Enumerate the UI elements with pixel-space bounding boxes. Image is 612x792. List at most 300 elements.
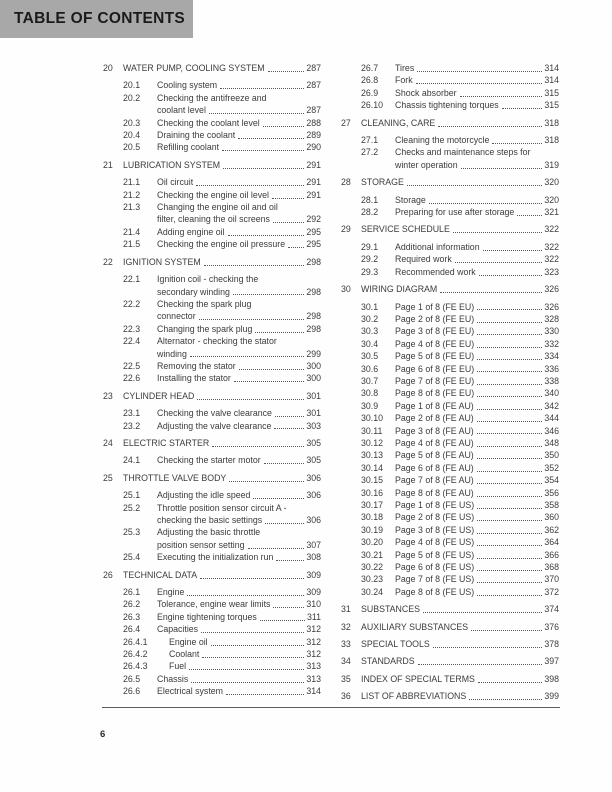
toc-entry-page: 358 [544,500,559,510]
toc-entry-title: Page 8 of 8 (FE EU) [395,388,475,399]
dot-leader [416,83,543,84]
toc-entry-number: 24.1 [123,455,141,466]
toc-entry-row [103,551,321,563]
toc-entry-title: position sensor setting [157,539,245,550]
toc-entry-number: 24 [103,437,113,448]
dot-leader [407,185,542,186]
toc-entry-title: WATER PUMP, COOLING SYSTEM [123,63,265,73]
toc-entry-page: 287 [306,80,321,91]
toc-entry-page: 308 [306,552,321,563]
toc-entry-title: THROTTLE VALVE BODY [123,472,227,483]
toc-entry-number: 21 [103,159,113,170]
toc-entry-title: secondary winding [157,286,230,297]
toc-entry-number: 22.4 [123,336,141,347]
dot-leader [460,96,543,97]
toc-entry-page: 366 [544,549,559,560]
toc-entry-title: Capacities [157,624,199,635]
toc-entry-page: 314 [544,75,559,86]
dot-leader [272,198,304,199]
toc-entry-number: 20.1 [123,80,141,91]
dot-leader [477,446,543,447]
toc-entry-title: SERVICE SCHEDULE [361,224,450,235]
toc-entry-row [341,206,559,218]
toc-entry-page: 312 [306,649,321,660]
toc-entry-page: 356 [544,487,559,498]
toc-entry-number: 30.18 [361,512,384,523]
toc-entry-title: Executing the initialization run [157,552,274,563]
toc-entry-number: 30.9 [361,400,379,411]
toc-entry-page: 318 [544,117,559,128]
toc-entry-number: 20 [103,63,113,73]
toc-entry-page: 287 [306,63,321,73]
toc-entry-title: Checking the engine oil pressure [157,239,286,250]
toc-entry-number: 26.10 [361,100,384,111]
toc-entry-row [341,87,559,99]
toc-entry-row [103,273,321,285]
dot-leader [477,570,542,571]
toc-entry-title: connector [157,311,196,322]
toc-entry-number: 26.8 [361,75,379,86]
toc-entry-number: 30.23 [361,574,384,585]
toc-entry-number: 30.24 [361,586,384,597]
toc-entry-page: 307 [306,539,321,550]
toc-entry-number: 30.22 [361,562,384,573]
toc-entry-number: 30.14 [361,462,384,473]
toc-entry-title: Throttle position sensor circuit A - [157,502,287,513]
dot-leader [483,250,543,251]
dot-leader [477,458,543,459]
toc-entry-row [341,363,559,375]
dot-leader [477,433,543,434]
toc-entry-title: Page 1 of 8 (FE AU) [395,400,474,411]
toc-entry-page: 334 [544,351,559,362]
toc-entry-row [103,407,321,419]
toc-entry-row [341,474,559,486]
toc-entry-row [103,213,321,225]
toc-entry-title: Page 6 of 8 (FE US) [395,562,475,573]
toc-entry-row [103,673,321,685]
toc-entry-title: Page 7 of 8 (FE AU) [395,475,474,486]
dot-leader [479,275,543,276]
toc-entry-number: 26.9 [361,87,379,98]
dot-leader [469,699,542,700]
dot-leader [191,682,304,683]
toc-entry-row [103,92,321,104]
dot-leader [455,262,543,263]
toc-entry-title: Page 5 of 8 (FE AU) [395,450,474,461]
toc-entry-number: 30.17 [361,500,384,510]
toc-entry-row [341,253,559,265]
toc-entry-page: 332 [544,338,559,349]
toc-entry-row [103,129,321,141]
toc-entry-title: Page 4 of 8 (FE AU) [395,437,474,448]
dot-leader [477,396,542,397]
dot-leader [417,71,542,72]
toc-entry-title: Checking the spark plug [157,298,252,309]
toc-entry-number: 35 [341,673,351,684]
toc-entry-number: 30.6 [361,363,379,374]
dot-leader [477,359,542,360]
dot-leader [418,664,543,665]
toc-entry-title: Page 8 of 8 (FE AU) [395,487,474,498]
toc-entry-title: CLEANING, CARE [361,117,436,128]
toc-entry-page: 292 [306,214,321,225]
toc-entry-page: 301 [306,390,321,401]
toc-entry-row [103,660,321,672]
dot-leader [234,381,304,382]
toc-entry-page: 314 [306,686,321,697]
dot-leader [229,481,304,482]
toc-entry-row [341,159,559,171]
toc-entry-row [103,372,321,384]
toc-entry-title: Electrical system [157,686,223,697]
toc-entry-row [103,648,321,660]
toc-entry-row [103,586,321,598]
toc-entry-row [341,266,559,278]
toc-column-right [341,62,559,708]
toc-entry-number: 26.4.1 [123,636,148,647]
toc-entry-page: 300 [306,373,321,384]
toc-entry-title: coolant level [157,105,206,116]
toc-entry-page: 364 [544,537,559,548]
toc-entry-number: 28.1 [361,194,379,205]
toc-chapter-row [341,176,559,188]
dot-leader [273,222,304,223]
toc-entry-row [341,99,559,111]
toc-entry-row [341,549,559,561]
toc-entry-page: 312 [306,636,321,647]
dot-leader [429,203,543,204]
toc-entry-page: 287 [306,105,321,116]
toc-entry-page: 291 [306,159,321,170]
toc-entry-title: Recommended work [395,266,476,277]
toc-entry-page: 322 [544,254,559,265]
toc-entry-page: 313 [306,673,321,684]
toc-entry-page: 314 [544,63,559,73]
toc-entry-title: checking the basic settings [157,515,263,525]
toc-entry-row [103,598,321,610]
dot-leader [433,647,543,648]
toc-chapter-row [341,223,559,235]
toc-entry-page: 289 [306,130,321,141]
toc-entry-number: 30.7 [361,375,379,386]
toc-entry-number: 22.6 [123,373,141,384]
toc-entry-title: STORAGE [361,177,404,188]
toc-entry-page: 338 [544,375,559,386]
toc-chapter-row [341,117,559,129]
toc-entry-number: 26.4.3 [123,661,148,672]
toc-entry-page: 310 [306,599,321,610]
toc-entry-page: 342 [544,400,559,411]
toc-entry-title: Chassis [157,673,189,684]
toc-entry-title: Ignition coil - checking the [157,274,259,285]
toc-entry-page: 320 [544,194,559,205]
toc-entry-row [341,412,559,424]
toc-entry-page: 346 [544,425,559,436]
toc-entry-page: 298 [306,311,321,322]
toc-entry-page: 305 [306,437,321,448]
dot-leader [199,319,305,320]
toc-entry-number: 21.4 [123,226,141,237]
dot-leader [190,356,304,357]
toc-entry-page: 374 [544,604,559,615]
toc-entry-page: 354 [544,475,559,486]
toc-entry-number: 25 [103,472,113,483]
toc-entry-title: ELECTRIC STARTER [123,437,210,448]
toc-entry-page: 291 [306,189,321,200]
dot-leader [202,657,304,658]
toc-entry-row [341,511,559,523]
toc-entry-page: 322 [544,224,559,235]
toc-entry-page: 318 [544,135,559,146]
toc-entry-page: 399 [544,691,559,702]
toc-entry-page: 326 [544,284,559,295]
toc-entry-number: 34 [341,656,351,667]
toc-entry-number: 29 [341,224,351,235]
dot-leader [211,645,305,646]
toc-entry-title: Page 6 of 8 (FE AU) [395,462,474,473]
toc-chapter-row [103,256,321,268]
toc-chapter-row [341,638,559,650]
toc-entry-row [341,325,559,337]
dot-leader [477,508,542,509]
dot-leader [477,496,543,497]
toc-entry-row [103,685,321,697]
toc-chapter-row [341,283,559,295]
toc-entry-number: 25.4 [123,552,141,563]
toc-entry-row [341,499,559,511]
toc-entry-page: 370 [544,574,559,585]
toc-entry-row [341,350,559,362]
toc-entry-row [103,189,321,201]
toc-entry-title: Removing the stator [157,360,236,371]
toc-entry-title: Changing the spark plug [157,323,253,334]
toc-entry-page: 301 [306,408,321,419]
toc-entry-number: 23.1 [123,408,141,419]
dot-leader [255,332,304,333]
toc-entry-row [103,335,321,347]
toc-entry-page: 299 [306,348,321,359]
toc-entry-page: 288 [306,117,321,128]
dot-leader [478,682,542,683]
page-number: 6 [100,729,106,740]
dot-leader [189,669,304,670]
toc-entry-row [103,489,321,501]
toc-entry-row [341,146,559,158]
toc-entry-number: 25.3 [123,527,141,538]
toc-chapter-row [341,690,559,702]
toc-entry-number: 30.5 [361,351,379,362]
toc-entry-number: 26.4.2 [123,649,148,660]
dot-leader [477,558,542,559]
toc-entry-title: TECHNICAL DATA [123,569,198,580]
toc-entry-title: IGNITION SYSTEM [123,256,201,267]
toc-entry-page: 305 [306,455,321,466]
dot-leader [274,428,304,429]
toc-entry-row [103,117,321,129]
toc-entry-number: 29.2 [361,254,379,265]
dot-leader [196,185,304,186]
dot-leader [239,369,305,370]
dot-leader [477,520,542,521]
toc-entry-row [341,586,559,598]
toc-entry-row [341,375,559,387]
toc-entry-number: 32 [341,621,351,632]
toc-entry-page: 352 [544,462,559,473]
toc-entry-page: 306 [306,472,321,483]
toc-entry-number: 22.3 [123,323,141,334]
toc-chapter-row [341,673,559,685]
toc-entry-row [103,611,321,623]
dot-leader [200,578,304,579]
toc-entry-number: 23.2 [123,420,141,431]
toc-entry-title: Coolant [169,649,200,660]
toc-entry-row [103,310,321,322]
toc-entry-row [103,454,321,466]
toc-entry-number: 28.2 [361,207,379,218]
toc-entry-row [103,226,321,238]
toc-entry-page: 306 [306,515,321,525]
toc-entry-number: 22.1 [123,274,141,285]
toc-entry-page: 298 [306,323,321,334]
toc-entry-page: 309 [306,569,321,580]
toc-entry-page: 336 [544,363,559,374]
toc-entry-page: 344 [544,413,559,424]
toc-entry-number: 30.19 [361,524,384,535]
toc-entry-title: Adjusting the idle speed [157,490,251,501]
toc-entry-number: 30 [341,284,351,295]
toc-entry-page: 321 [544,207,559,218]
toc-chapter-row [103,159,321,171]
toc-entry-page: 315 [544,87,559,98]
toc-entry-row [341,487,559,499]
toc-entry-title: Preparing for use after storage [395,207,515,218]
toc-chapter-row [341,603,559,615]
dot-leader [265,523,304,524]
toc-entry-number: 22 [103,256,113,267]
dot-leader [212,446,304,447]
toc-entry-page: 330 [544,326,559,337]
toc-entry-row [341,524,559,536]
toc-entry-title: winter operation [395,159,458,170]
toc-entry-row [341,301,559,313]
dot-leader [238,138,304,139]
toc-entry-row [103,360,321,372]
toc-entry-title: Shock absorber [395,87,457,98]
toc-entry-number: 26.5 [123,673,141,684]
toc-entry-row [103,502,321,514]
dot-leader [477,533,542,534]
toc-entry-title: Fuel [169,661,187,672]
toc-entry-title: Engine oil [169,636,208,647]
toc-entry-title: AUXILIARY SUBSTANCES [361,621,469,632]
dot-leader [220,88,304,89]
toc-entry-row [341,536,559,548]
toc-entry-page: 348 [544,437,559,448]
toc-entry-page: 320 [544,177,559,188]
page-header [0,0,193,38]
dot-leader [438,126,542,127]
toc-entry-number: 30.8 [361,388,379,399]
toc-entry-title: Checking the antifreeze and [157,92,267,103]
toc-entry-title: Tires [395,63,415,73]
dot-leader [260,620,305,621]
dot-leader [276,560,304,561]
toc-entry-row [341,400,559,412]
dot-leader [477,309,542,310]
dot-leader [477,421,543,422]
toc-entry-page: 319 [544,159,559,170]
dot-leader [222,150,304,151]
toc-chapter-row [103,390,321,402]
toc-entry-title: Page 4 of 8 (FE EU) [395,338,475,349]
toc-entry-title: Adding engine oil [157,226,225,237]
dot-leader [492,143,542,144]
toc-chapter-row [341,621,559,633]
toc-entry-page: 362 [544,524,559,535]
toc-entry-page: 313 [306,661,321,672]
toc-entry-number: 36 [341,691,351,702]
toc-entry-number: 20.4 [123,130,141,141]
toc-entry-row [103,201,321,213]
dot-leader [453,232,543,233]
toc-entry-row [341,338,559,350]
dot-leader [477,322,542,323]
toc-entry-number: 20.5 [123,142,141,153]
toc-entry-title: Page 1 of 8 (FE US) [395,500,475,510]
toc-entry-title: Checking the valve clearance [157,408,272,419]
toc-entry-title: Cooling system [157,80,218,91]
toc-entry-title: Page 2 of 8 (FE EU) [395,313,475,324]
toc-entry-page: 350 [544,450,559,461]
toc-entry-number: 22.5 [123,360,141,371]
toc-entry-title: INDEX OF SPECIAL TERMS [361,673,475,684]
dot-leader [477,595,542,596]
toc-entry-title: Required work [395,254,452,265]
toc-entry-number: 21.5 [123,239,141,250]
toc-entry-row [341,449,559,461]
toc-entry-number: 30.11 [361,425,383,436]
toc-entry-number: 30.2 [361,313,379,324]
toc-entry-title: CYLINDER HEAD [123,390,195,401]
toc-chapter-row [103,472,321,484]
toc-entry-title: Checks and maintenance steps for [395,147,531,158]
toc-entry-title: LUBRICATION SYSTEM [123,159,221,170]
dot-leader [502,108,543,109]
toc-entry-row [103,79,321,91]
toc-entry-page: 368 [544,562,559,573]
dot-leader [477,471,543,472]
toc-entry-page: 326 [544,301,559,312]
toc-entry-page: 312 [306,624,321,635]
toc-entry-row [341,194,559,206]
toc-entry-number: 30.13 [361,450,384,461]
toc-entry-page: 303 [306,420,321,431]
toc-entry-title: LIST OF ABBREVIATIONS [361,691,467,702]
toc-entry-page: 300 [306,360,321,371]
toc-entry-number: 30.15 [361,475,384,486]
toc-entry-number: 21.1 [123,177,141,188]
dot-leader [477,347,542,348]
dot-leader [248,548,305,549]
toc-entry-page: 295 [306,239,321,250]
toc-entry-number: 30.12 [361,437,384,448]
toc-entry-title: Refilling coolant [157,142,220,153]
dot-leader [471,630,542,631]
toc-entry-number: 27.2 [361,147,379,158]
toc-entry-title: Page 3 of 8 (FE AU) [395,425,474,436]
toc-entry-title: Checking the engine oil level [157,189,269,200]
